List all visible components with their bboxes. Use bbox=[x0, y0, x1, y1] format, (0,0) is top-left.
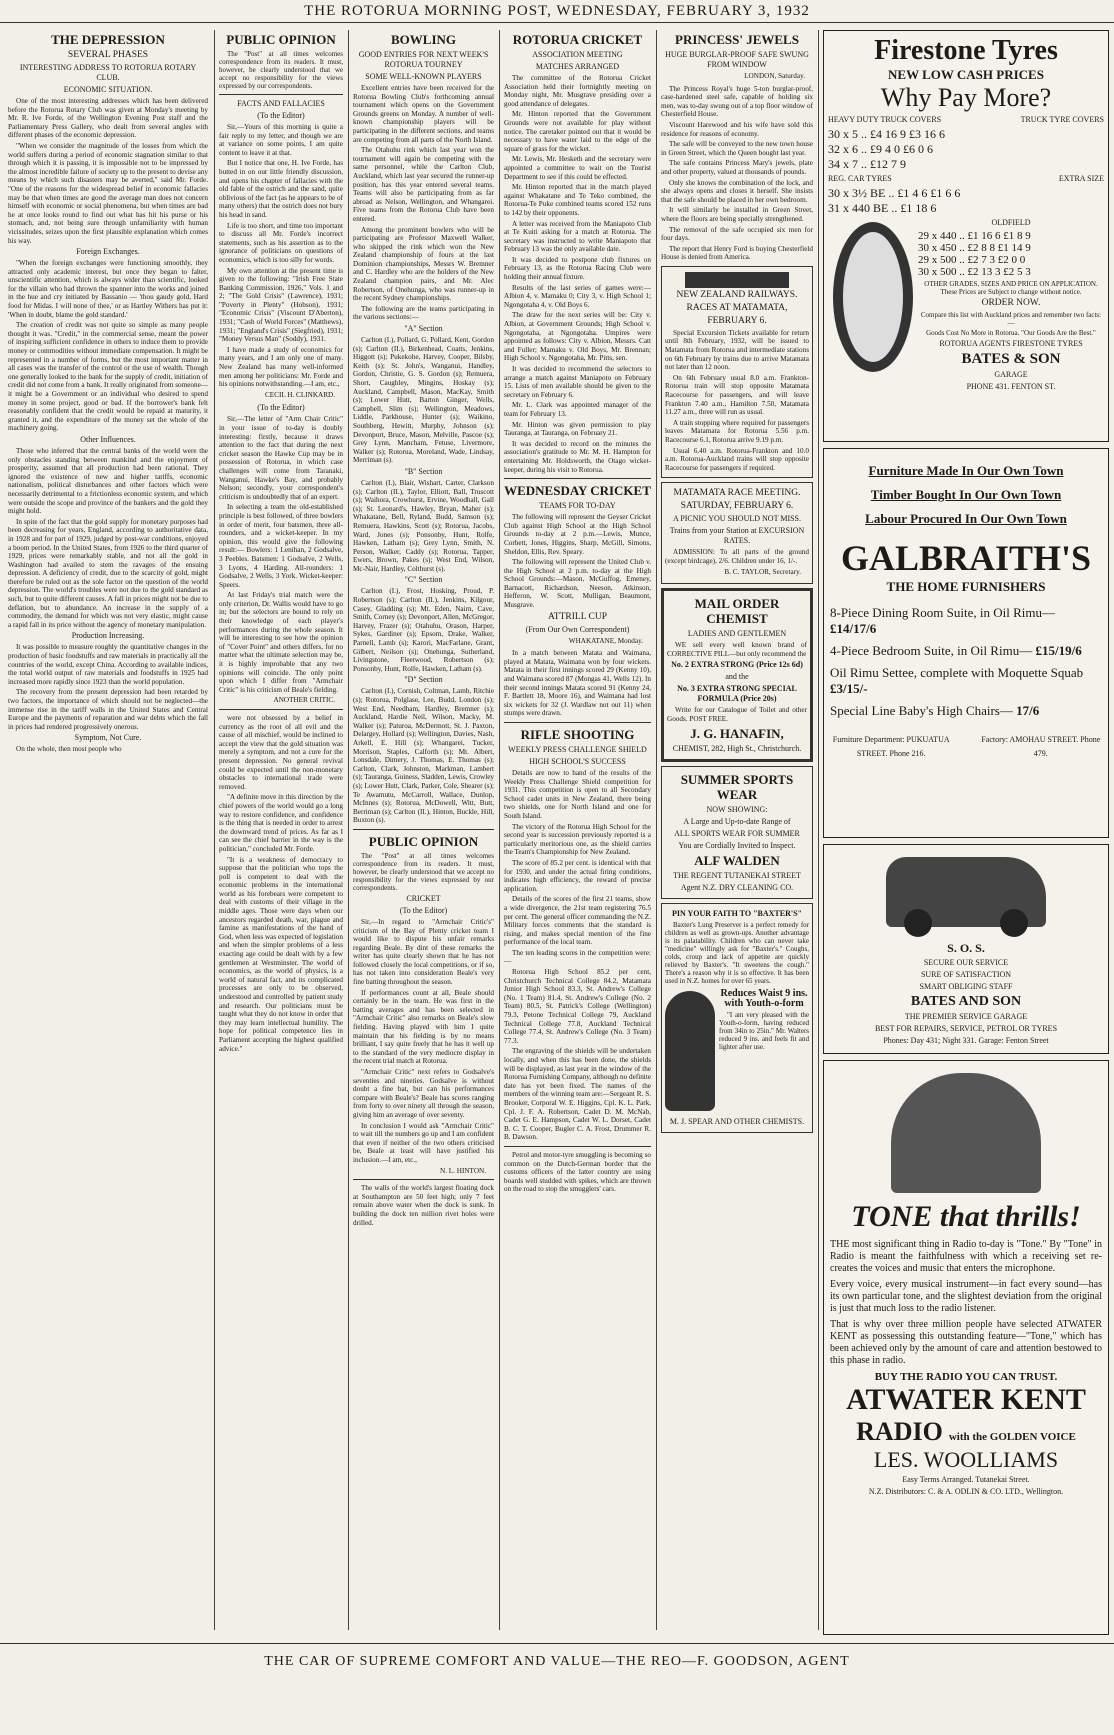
firestone-goods: Goods Cost No More in Rotorua. "Our Goods Are the Best." bbox=[926, 329, 1096, 337]
column-public-opinion bbox=[219, 30, 343, 1635]
paragraph: Only she knows the combination of the lock, and she always opens and closes it herself. She insists that the safe should be placed in her own bedroom. bbox=[661, 178, 813, 204]
firestone-row: 32 x 6 .. £9 4 0 £6 0 6 bbox=[828, 142, 933, 156]
paragraph: Details of the scores of the first 21 teams, show a wide divergence, the 21st team registering 76.5 per cent. The general officer commanding the N.Z. Military forces comments that the standard is rising, and makes special mention of the fine performance of the local team. bbox=[504, 895, 651, 947]
baxter-sign: M. J. SPEAR AND OTHER CHEMISTS. bbox=[669, 1116, 805, 1126]
article-deck: MATCHES ARRANGED bbox=[535, 62, 620, 71]
firestone-brand: Firestone Tyres bbox=[874, 35, 1058, 66]
paragraph: The removal of the safe occupied six men for four days. bbox=[661, 225, 813, 243]
paragraph: A train stopping where required for passengers leaves Matamata for Rotorua 5.56 p.m. Racecourse 6.1, Rotorua arrive 9.19 p.m. bbox=[665, 418, 809, 444]
paragraph: The committee of the Rotorua Cricket Association held their fortnightly meeting on Monday night, Mr. Musgrave presiding over a good attendance of delegates. bbox=[504, 74, 651, 108]
tyre-illustration bbox=[833, 222, 913, 372]
chemist-address: CHEMIST, 282, High St., Christchurch. bbox=[672, 743, 802, 753]
paragraph: Mr. L. Clark was appointed manager of the team for February 13. bbox=[504, 401, 651, 418]
signature: ANOTHER CRITIC. bbox=[273, 696, 335, 705]
paragraph: At last Friday's trial match were the only criterion, Dr. Wallis would have to go in; but the selectors are bound to rely on their knowledge of each player's performances during the whole season. It will be interesting to see how the opinion of "Cover Point" and others differs, for no matter what the ultimate selection may be, it is highly improbable that any two opinions will coincide. The only point upon which I differ from "Armchair Critic" is his criticism of Beale's fielding. bbox=[219, 591, 343, 694]
paragraph: "Armchair Critic" next refers to Godsalve's seventies and nineties. Godsalve is without doubt a fine bat, but can his performances compare with Beale's? Beale has scores ranging from forty to over ninety all through the season, giving him an average of over seventy. bbox=[353, 1068, 494, 1119]
sos-line: SURE OF SATISFACTION bbox=[920, 970, 1012, 979]
signature: N. L. HINTON. bbox=[440, 1166, 486, 1175]
firestone-headline: Why Pay More? bbox=[880, 83, 1052, 112]
summer-agent: Agent N.Z. DRY CLEANING CO. bbox=[680, 882, 794, 892]
section-heading: Production Increasing. bbox=[71, 631, 145, 641]
paragraph: Mr. Hinton reported that the Government Grounds were not available for play without notice. The caretaker pointed out that it would be necessary to have water laid to the edge of the square of grass for the wicket. bbox=[504, 110, 651, 153]
race-meeting-advert bbox=[661, 482, 813, 584]
article-title: PUBLIC OPINION bbox=[226, 32, 336, 47]
paragraph: Sir,—Yours of this morning is quite a fair reply to my letter, and though we are at variance on some points, I am quite content to leave it at that. bbox=[219, 123, 343, 157]
firestone-compare: Compare this list with Auckland prices and remember two facts:— bbox=[920, 311, 1102, 327]
paragraph: The safe will be conveyed to the new town house in Green Street, which the Queen bought last year. bbox=[661, 140, 813, 157]
chemist-line: and the bbox=[725, 672, 749, 682]
paragraph: Carlton (I.), Frost, Hosking, Proud, P. Robertson (s); Carlton (II.), Jenkins, Kilgour, Casey, Gladding (s); Mt. Eden, Nairn, Cave, Smith, Corney (s); Devonport, Allen, McGregor, Harvey, Frazer (s); Otahuhu, Orason, Harper, Sykes, Gardiner (s); Epsom, Drake, Walker, Parnell, Lamb (s); Karori, MacFarlane, Grant, Gilbert, Neilson (s); Onehunga, Sutherland, Livingstone, Fleetwood, Robertson (s); Ponsonby, Hunt, Rolfe, Hawken, Latham (s). bbox=[353, 587, 494, 673]
article-title: ATTRILL CUP bbox=[547, 611, 608, 622]
bates-sub: THE PREMIER SERVICE GARAGE bbox=[904, 1012, 1028, 1021]
paragraph: In a match between Matata and Waimana, played at Matata, Waimana won by four wickets. Matata in their first innings scored 29 (Kenny 10), and Waimana scored 87 (Mongas 41, Wells 12). In their second innings Matata scored 91 (Kenny 24, F. Bartlett 18, Moore 16), and Waimana had lost six wickets for 32 (J. Wardlaw not out 11) when stumps were drawn. bbox=[504, 649, 651, 718]
paragraph: On 6th February usual 8.0 a.m. Frankton-Rotorua train will stop opposite Matamata Racecourse for passengers, and will leave Frankton 7.40 a.m., Hamilton 7.50, Matamata 11.27 a.m., three will run as usual. bbox=[665, 373, 809, 417]
paragraph: It will similarly be installed in Green Street, where the floors are being specially strengthened. bbox=[661, 206, 813, 223]
bates-phones: Phones: Day 431; Night 331. Garage: Fenton Street bbox=[883, 1036, 1049, 1045]
article-title: ROTORUA CRICKET bbox=[512, 32, 643, 47]
article-title: PRINCESS' JEWELS bbox=[675, 32, 799, 47]
firestone-note: OTHER GRADES, SIZES AND PRICE ON APPLICATION. These Prices are Subject to change without notice. bbox=[924, 280, 1098, 296]
paragraph: It was decided to record on the minutes the association's gratitude to Mr. M. H. Hampton for entertaining Mr. Holdsworth, the Otago wicket-keeper, during his visit to Rotorua. bbox=[504, 439, 651, 474]
sos-line: SMART OBLIGING STAFF bbox=[919, 982, 1013, 991]
column-rule bbox=[818, 30, 819, 1630]
paragraph: Carlton (I.), Pollard, G. Pollard, Kent, Gordon (s); Carlton (II.), Birkenhead, Coatts, Jenkins, Higgott (s); Pukekohe, Harvey, Cooper, Bilsby, Keith (s); St. John's, Wanganui, Handley, Gordon, Christie, G. S. Gordon (s); Remuera, Short, Caughley, Mingins, Hoskay (s); Auckland, Campbell, Mason, MacKay, Smith (s); Lower Hutt, Barton Ginger, Wells, Campbell, Slim (s); Wellington, Meadows, Liddle, Parkhouse, Hunter (s); Waikino, Southberg, Hewitt, Murphy, Johnson (s); Devonport, Bruce, Mason, Melville, Pascoe (s); Grey Lynn, Mancham, Fetuse, Livermore, Walker (s); Rotorua, Moreland, Wade, Lindsay, Merriman (s). bbox=[353, 336, 494, 465]
summer-line: You are Cordially Invited to Inspect. bbox=[678, 840, 796, 850]
bates-name: BATES AND SON bbox=[910, 994, 1022, 1009]
paragraph: Carlton (I.), Blair, Wishart, Carter, Clarkson (s); Carlton (II.), Taylor, Elliott, Ball, Truscott (s); Waihora, Crowhurst, Ervine, Woodhall, Gall (s); St. Leonard's, Hawley, Bryan, Maher (s); Whakatane, Bell, Ryland, Budd, Samson (s); Remuera, Hawkins, Scott (s); Rotorua, Jacobs, Ward, Jones (s); Ponsonby, Hunt, Rolfe, Hawken, Latham (s); Grey Lynn, Smith, N. Person, Walker, Caddy (s); Rotorua, Tapper, Ewers, Brown, Pakes (s); West End, Wilson, Mc-Nair, Hardley, Colthurst (s). bbox=[353, 478, 494, 573]
paragraph: It was decided to recommend the selectors to arrange a match against Maniapoto on February 15. Lists of men available should be given to the secretary on February 6. bbox=[504, 365, 651, 399]
paragraph: My own attention at the present time is given to the following: "Irish Free State Banking Commission, 1926," Vols. 1 and 2; "The Gold Crisis" (Lawrence), 1931; "Poverty in Plenty" (Hobson), 1931; "Economic Crisis" (Viscount D'Aberton), 1931; "Cash of World Forces" (Matthews), 1931; "England's Crisis" (Siegfried), 1931; "Money Versus Man" (Soddy), 1931. bbox=[219, 266, 343, 344]
article-deck: TEAMS FOR TO-DAY bbox=[539, 501, 616, 511]
paragraph: THE most significant thing in Radio to-day is "Tone." By "Tone" in Radio is meant the faithfulness with which a receiving set re-creates the voices and music that enters the microphone. bbox=[830, 1239, 1102, 1274]
paragraph: Details are now to hand of the results of the Weekly Press Challenge Shield competition for 1931. This competition is open to all Secondary School cadet units in New Zealand, there being two shields, one for North Island and one for South Island. bbox=[504, 769, 651, 820]
section-heading: CRICKET bbox=[406, 893, 441, 903]
chemist-advert bbox=[661, 588, 813, 761]
sos-line: SECURE OUR SERVICE bbox=[923, 958, 1009, 967]
article-title: BOWLING bbox=[390, 32, 456, 47]
article-subtitle: SEVERAL PHASES bbox=[67, 50, 149, 60]
paragraph: Viscount Harewood and his wife have sold this residence for reasons of economy. bbox=[661, 120, 813, 138]
paragraph: Special Excursion Tickets available for return until 8th February, 1932, will be issued to Matamata from Rotorua and intermediate stations on 6th February by trains due to arrive Matamata not later than 12 noon. bbox=[665, 328, 809, 372]
paragraph: The draw for the next series will be: City v. Albion, at Government Grounds; High School v. Ngongotaha, at Ngongotaha. Umpires were appointed as follows: City v. Albion, Messrs. Catt and Fuller; Mamaku v. Old Boys, Mr. Brennan; High School v. Ngongotaha, Mr. Pitts, sen. bbox=[504, 311, 651, 363]
galbraith-item: 8-Piece Dining Room Suite, in Oil Rimu— £14/17/6 bbox=[830, 605, 1055, 636]
paragraph: Sir,—In regard to "Armchair Critic's" criticism of the Bay of Plenty cricket team I would like to dispute his unfair remarks regarding Beale. By dint of these remarks the writer has quite clearly shown that he has not followed closely the local competitions, or if so, has not taken into consideration Beale's very fine batting throughout the season. bbox=[353, 917, 494, 987]
signature: CECIL H. CLINKARD. bbox=[264, 390, 335, 399]
column-rule bbox=[348, 30, 349, 1630]
column-rule bbox=[499, 30, 500, 1630]
dateline: WHAKATANE, Monday. bbox=[568, 636, 643, 645]
summer-line: ALL SPORTS WEAR FOR SUMMER bbox=[674, 828, 800, 838]
article-title: PUBLIC OPINION bbox=[368, 833, 479, 849]
paragraph: Mr. Hinton reported that in the match played against Whakatane and Te Teko combined, the Rotorua-Te Puke combined teams scored 152 runs to 142 by their opponents. bbox=[504, 183, 651, 217]
paragraph: The following are the teams participating in the various sections:— bbox=[353, 304, 494, 322]
summer-title: SUMMER SPORTS WEAR bbox=[680, 771, 794, 802]
chemist-sub: LADIES AND GENTLEMEN bbox=[687, 629, 787, 639]
section-heading: "C" Section bbox=[404, 575, 443, 585]
paragraph: In selecting a team the old-established principle is best followed, of three bowlers in order of merit, four batsmen, three all-rounders, and a wicket-keeper. In my opinion, this would give the following result:— Bowlers: 1 Lenihan, 2 Godsalve, 3 Peebles. Batsmen: 1 Godsalve, 2 Wells, 3 Lyons, 4 Harding. All-rounders: 1 Godsalve, 2 Wells, 3 York. Wicket-keeper: Speers. bbox=[219, 503, 343, 589]
paragraph: But I notice that one, H. Ive Forde, has butted in on our little friendly discussion, and opens his chapter of fallacies with the old fable of the ostrich and the sand, quite oblivious of the fact (as he appears to be of many others) that the ostrich does not bury his head in sand. bbox=[219, 159, 343, 219]
galbraith-dept: Factory: AMOHAU STREET. Phone 479. bbox=[981, 735, 1101, 758]
paragraph: Mr. Hinton was given permission to play Tauranga, at Tauranga, on February 21. bbox=[504, 420, 651, 438]
atwater-voice: with the GOLDEN VOICE bbox=[948, 1431, 1076, 1443]
paragraph: Write for our Catalogue of Toilet and other Goods. POST FREE. bbox=[667, 706, 807, 723]
atwater-distributors: N.Z. Distributors: C. & A. ODLIN & CO. LTD., Wellington. bbox=[868, 1487, 1064, 1496]
bates-advert bbox=[823, 844, 1109, 1054]
article-deck: SOME WELL-KNOWN PLAYERS bbox=[365, 72, 482, 81]
editor-note: The "Post" at all times welcomes correspondence from its readers. It must, however, be clearly understood that we accept no responsibility for the views expressed by our correspondents. bbox=[219, 50, 343, 90]
paragraph: The Princess Royal's huge 5-ton burglar-proof, case-hardened steel safe, capable of holding six men, was to-day swung out of a top floor window of Chesterfield House. bbox=[661, 84, 813, 119]
firestone-order: ORDER NOW. bbox=[981, 298, 1041, 308]
chemist-title: MAIL ORDER CHEMIST bbox=[694, 596, 780, 627]
dateline: LONDON, Saturday. bbox=[744, 72, 805, 80]
firestone-row: 30 x 5 .. £4 16 9 £3 16 6 bbox=[828, 127, 945, 141]
firestone-row: 30 x 500 .. £2 13 3 £2 5 3 bbox=[918, 266, 1031, 278]
article-deck: ASSOCIATION MEETING bbox=[532, 50, 623, 59]
article-deck: HIGH SCHOOL'S SUCCESS bbox=[529, 757, 626, 766]
firestone-advert bbox=[823, 30, 1109, 442]
paragraph: The walls of the world's largest floating dock at Southampton are 50 feet high; only 7 feet remain above water when the dock is sunk. In building the dock ten million rivet holes were drilled. bbox=[353, 1184, 494, 1227]
article-deck: INTERESTING ADDRESS TO ROTORUA ROTARY CLUB. bbox=[19, 63, 197, 82]
column-head: TRUCK TYRE COVERS bbox=[1020, 115, 1104, 124]
galbraith-sub: THE HOME FURNISHERS bbox=[886, 579, 1046, 594]
paragraph: The report that Henry Ford is buying Chesterfield House is denied from America. bbox=[661, 244, 813, 262]
railways-title: NEW ZEALAND RAILWAYS. bbox=[676, 289, 798, 300]
section-heading: FACTS AND FALLACIES bbox=[237, 99, 325, 108]
paragraph: In conclusion I would ask "Armchair Critic" to wait till the numbers go up and I am confident that even if neither of the two others criticised be, Beale at least will have justified his inclusion.—I am, etc., bbox=[353, 1121, 494, 1164]
editor-note: The "Post" at all times welcomes correspondence from its readers. It must, however, be clearly understood that we accept no responsibility for the views expressed by our correspondents. bbox=[353, 851, 494, 892]
atwater-trust: BUY THE RADIO YOU CAN TRUST. bbox=[874, 1371, 1058, 1383]
paragraph: Life is too short, and time too important to discuss all Mr. Forde's incorrect statements, such as his assertion as to the ignorance of politicians on questions of economics, which is too silly for words. bbox=[219, 221, 343, 264]
article-deck: GOOD ENTRIES FOR NEXT WEEK'S ROTORUA TOURNEY bbox=[358, 50, 489, 69]
galbraith-item: Oil Rimu Settee, complete with Moquette Squab £3/15/- bbox=[830, 665, 1084, 696]
column-head: OLDFIELD bbox=[991, 218, 1031, 227]
summer-wear-advert bbox=[661, 766, 813, 899]
firestone-row: 30 x 450 .. £2 8 8 £1 14 9 bbox=[918, 242, 1031, 254]
atwater-title: TONE that thrills! bbox=[851, 1200, 1081, 1233]
paragraph: "I am very pleased with the Youth-o-form, having reduced from 34in to 25in." Mr. Walters reduced 9 ins. and feels fit and lighter after use. bbox=[719, 1010, 809, 1051]
firestone-row: 29 x 500 .. £2 7 3 £2 0 0 bbox=[918, 254, 1026, 266]
section-heading: ECONOMIC SITUATION. bbox=[63, 85, 153, 94]
paragraph: It was decided to postpone club fixtures on February 13, as the Rotorua Racing Club were holding their annual fixture. bbox=[504, 255, 651, 282]
car-illustration bbox=[886, 857, 1046, 927]
column-cricket bbox=[504, 30, 651, 1635]
baxter-advert bbox=[661, 903, 813, 1133]
paragraph: The victory of the Rotorua High School for the second year is succession previously reported is a particularly meritorious one, as the shield carries the Team's Championship for New Zealand. bbox=[504, 822, 651, 857]
paragraph: "When we consider the magnitude of the losses from which the world suffers during a period of economic stagnation similar to that through which it is passing, it is impossible not to be impressed by the almost incredible failure of society up to the present to devise any means by which such disasters may be averted," said Mr. Forde. "One of the reasons for the widespread belief in economic fallacies may be that when times are good the average man does not concern himself with economic or social phenomena, but when times are bad he at once looks round to find out what has hit his purse or his stomach, and, not being sure through unfamiliarity with human vicissitudes, seizes upon the first plausible explanation which comes his way. bbox=[8, 141, 208, 245]
baxter-title: PIN YOUR FAITH TO "BAXTER'S" bbox=[672, 908, 802, 918]
firestone-row: 29 x 440 .. £1 16 6 £1 8 9 bbox=[918, 230, 1031, 242]
galbraith-advert bbox=[823, 448, 1109, 838]
paragraph: The safe contains Princess Mary's jewels, plate and other property, valued at thousands of pounds. bbox=[661, 159, 813, 176]
paragraph: The creation of credit was not quite so simple as many people thought it was. "Credit," in the commercial sense, meant the power of inspiring sufficient confidence in others to induce them to provide money or commodities without immediate compensation. It might be represented in a number of forms, but the most important matter in all cases was the transfer of the control or the use of wealth. Though one generally looked to the bank for the supply of credit, initiation of credit did not come from a bank. It really originated from someone—it might be a Government or an individual who desired to spend money in some project, good or bad. If the borrower's bank felt reasonably confident that the credit would be repaid at maturity, it granted it, and the expenditure of the money set the whole of the machinery going. bbox=[8, 321, 208, 433]
paragraph: were not obsessed by a belief in currency as the root of all evil and the cause of all mischief, would be inclined to accept the view that the gold situation was merely a symptom, and not a cure for the present depression. No general revival could be expected until the non-monetary obstacles to international trade were removed. bbox=[219, 714, 343, 791]
youth-o-form-title: Reduces Waist 9 ins. with Youth-o-form bbox=[720, 987, 808, 1009]
galbraith-dept: Furniture Department: PUKUATUA STREET. Phone 216. bbox=[832, 735, 950, 758]
meeting-date: SATURDAY, FEBRUARY 6. bbox=[680, 501, 794, 512]
column-depression bbox=[8, 30, 208, 1635]
paragraph: If performances count at all, Beale should certainly be in the team. He was first in the batting averages and has been selected in "Armchair Critic" also remarks on Beale's slow fielding. Having played with him I quite maintain that his fielding is by no means brilliant, I say quite freely that he has it well up to the standard of the very mediocre display in the recent trial match at Rotorua. bbox=[353, 988, 494, 1066]
column-head: EXTRA SIZE bbox=[1058, 174, 1104, 183]
firestone-row: 30 x 3½ BE .. £1 4 6 £1 6 6 bbox=[828, 186, 961, 200]
galbraith-line: Timber Bought In Our Own Town bbox=[870, 487, 1062, 502]
column-rule bbox=[656, 30, 657, 1630]
summer-sub: NOW SHOWING: bbox=[706, 804, 768, 814]
firestone-row: 34 x 7 .. £12 7 9 bbox=[828, 157, 906, 171]
chemist-line: No. 2 EXTRA STRONG (Price 12s 6d) bbox=[671, 660, 803, 670]
paragraph: The following will represent the United Club v. the High School at 2 p.m. to-day at the High School Grounds:—Mason, McGuffog, Emeney, Barnacott, Richardson, Neeson, Atkinson, Hefferon, W. Scott, Mulligan, Beaumont, Musgrave. bbox=[504, 558, 651, 610]
meeting-title: MATAMATA RACE MEETING. bbox=[673, 488, 801, 499]
column-bowling bbox=[353, 30, 494, 1635]
article-title: WEDNESDAY CRICKET bbox=[504, 483, 651, 499]
paragraph: The following will represent the Geyser Cricket Club against High School at the High School Grounds to-day at 2 p.m.—Lewis, Munce, Corbett, Jones, Higgins, Sharp, McGill, Simons, Sheldon, Ellis, Rev. Speary. bbox=[504, 513, 651, 556]
paragraph: That is why over three million people have selected ATWATER KENT as possessing this outstanding feature—"Tone," which has been achieved only by the amount of care and attention bestowed to this phase in radio. bbox=[830, 1319, 1102, 1366]
firestone-garage: GARAGE bbox=[994, 370, 1028, 379]
article-deck: WEEKLY PRESS CHALLENGE SHIELD bbox=[508, 745, 647, 754]
railways-advert bbox=[661, 266, 813, 479]
to-editor: (To the Editor) bbox=[257, 111, 305, 120]
section-heading: "B" Section bbox=[404, 466, 443, 476]
meeting-line: Trains from your Station at EXCURSION RATES. bbox=[669, 526, 805, 546]
article-deck: HUGE BURGLAR-PROOF SAFE SWUNG FROM WINDOW bbox=[665, 50, 809, 69]
atwater-kent-advert bbox=[823, 1060, 1109, 1635]
paragraph: Usual 6.40 a.m. Rotorua-Frankton and 10.0 a.m. Rotorua-Auckland trains will stop opposite Racecourse for passengers if required. bbox=[665, 446, 809, 472]
figure-illustration bbox=[665, 991, 715, 1111]
galbraith-item: Special Line Baby's High Chairs— 17/6 bbox=[830, 703, 1040, 718]
to-editor: (To the Editor) bbox=[257, 403, 305, 413]
summer-line: A Large and Up-to-date Range of bbox=[683, 816, 791, 826]
paragraph: The recovery from the present depression had been retarded by two factors, the importance of which should not be neglected—the immense rise in the tariff walls in the United States and Central Europe and the payments of reparation and war debts which the fall in prices had rendered progressively onerous. bbox=[8, 688, 208, 731]
paragraph: A letter was received from the Maniapoto Club at Te Kuiti asking for a match at Rotorua. The secretary was instructed to write Maniapoto that February 13 was the only available date. bbox=[504, 219, 651, 254]
section-heading: "A" Section bbox=[404, 324, 443, 334]
paragraph: I have made a study of economics for many years, and I am only one of many. New Zealand has many well-informed men among her politicians: Mr. Forde and his opinions notwithstanding.—I am, etc., bbox=[219, 345, 343, 389]
radio-illustration bbox=[891, 1073, 1041, 1193]
paragraph: Mr. Lewis, Mr. Hesketh and the secretary were appointed a committee to wait on the Tourist Department to see if this could be effected. bbox=[504, 155, 651, 181]
galbraith-line: Furniture Made In Our Own Town bbox=[868, 463, 1064, 478]
column-jewels-ads bbox=[661, 30, 813, 1635]
paragraph: "When the foreign exchanges were functioning smoothly, they attracted only academic interest, but once they began to falter, unscientific attention, which is always wider than scientific, looked for the villain who had thrown the spanner into the works and joined in the hue and cry initiated by Bassanio — 'thou gaudy gold, Hard food for Midas. I will none of thee,' or as Hartley Withers has put it: 'When in doubt, blame the gold standard.' bbox=[8, 259, 208, 319]
column-rule bbox=[214, 30, 215, 1630]
bates-sub: BEST FOR REPAIRS, SERVICE, PETROL OR TYRES bbox=[874, 1024, 1058, 1033]
masthead: THE ROTORUA MORNING POST, WEDNESDAY, FEBRUARY 3, 1932 bbox=[0, 0, 1114, 23]
paragraph: Carlton (I.), Cornish, Coltman, Lamb, Ritchie (s); Rotorua, Polglase, Lee, Budd, London (s); West End, Needham, Hardley, Bremner (s); Auckland, Hardie Neil, Wilson, Macky, M. Walker (s); Paturoa, McDermott, St. J. Paxton, Delargey, Hollard (s); Wellington, Davies, Nash, Arkell, E. Hill (s); Whangarei, Tucker, Morrison, Staples, Calforth (s); Mt. Albert, Lonsdale, Dimery, J. Thomas, E. Thomas (s); Carlton, Clark, Johnston, Markman, Lambert (s); Tauranga, Guiness, Sladden, Lewis, Crowley (s); Lower Hutt, Clark, Parker, Cole, Shearer (s); Te Awamutu, McCarroll, Wallace, Dunlop, McInnes (s); Rotorua, McDowell, Witt, Butt, Berriman (s); Carlton (II.), Hinton, Buckle, Hill, Buxton (s). bbox=[353, 687, 494, 825]
paragraph: WE sell every well known brand of CORRECTIVE PILL—but only recommend the bbox=[667, 641, 807, 658]
paragraph: On the whole, then most people who bbox=[16, 745, 122, 754]
paragraph: ADMISSION: To all parts of the ground (except birdcage), 2/6. Children under 16, 1/-. bbox=[665, 548, 809, 565]
paragraph: Baxter's Lung Preserver is a perfect remedy for children as well as grown-ups. Another advantage is its palatability. Children who can never take "medicine" willingly ask for "Baxter's." Coughs, colds, croup and lack of appetite are quickly relieved by Baxter's. "It sweetens the cough." There's a reason why it is so effective. It has been used in N.Z. homes for over 65 years. bbox=[665, 920, 809, 985]
paragraph: Results of the last series of games were:—Albion 4, v. Mamaku 0; City 3, v. High School 1; Ngongotaha 4, v. Old Boys 6. bbox=[504, 283, 651, 309]
atwater-brand: ATWATER KENT bbox=[846, 1383, 1086, 1416]
paragraph: "A definite move in this direction by the chief powers of the world would go a long way to restore confidence, and confidence is the thing that is needed in order to arrest the downward trend of prices. As far as I can see the chief barrier in the way is the politician," concluded Mr. Forde. bbox=[219, 793, 343, 853]
galbraith-line: Labour Procured In Our Own Town bbox=[865, 511, 1067, 526]
article-title: THE DEPRESSION bbox=[51, 32, 165, 47]
paragraph: The ten leading scores in the competition were:— bbox=[504, 948, 651, 966]
firestone-agents: ROTORUA AGENTS FIRESTONE TYRES bbox=[939, 339, 1083, 348]
paragraph: Rotorua High School 85.2 per cent, Christchurch Technical College 84.2, Matamata Junior High School 83.3, St. Andrew's College (No. 1 Team) 81.4, St. Andrew's College (No. 2 Team) 80.5, St. Patrick's College (Wellington) 79.3, Petone Technical College 79, Auckland Technical College 77.8, Auckland Technical College 77.4, St. Andrew's College (No. 3 Team) 77.3. bbox=[504, 968, 651, 1045]
paragraph: Among the prominent bowlers who will be participating are Professor Maxwell Walker, who skipped the rink which won the New Zealand championship of fours at the last Dominion championships, Messrs W. Bremner and C. Hardley who are the holders of the New Zealand champion pairs, and Mr. Alec Robertson, of Onehunga, who was runner-up in the recent Sydney championships. bbox=[353, 225, 494, 303]
sos-title: S. O. S. bbox=[947, 941, 985, 955]
chemist-line: No. 3 EXTRA STRONG SPECIAL FORMULA (Price 20s) bbox=[677, 684, 797, 704]
railways-races: RACES AT MATAMATA, bbox=[686, 302, 788, 313]
atwater-radio: RADIO bbox=[856, 1417, 943, 1446]
paragraph: Sir,—The letter of "Arm Chair Critic" in your issue of to-day is doubly interesting: firstly, because it draws attention to the fact that during the next cricket season the Hawke Cup may be in possession of Rotorua, in which case challenges will come from Taranaki, Wanganui, Hawke's Bay, and probably Nelson; secondly, your correspondent's criticism is undoubtedly that of an expert. bbox=[219, 415, 343, 501]
section-heading: Symptom, Not Cure. bbox=[74, 733, 142, 743]
paragraph: Petrol and motor-tyre smuggling is becoming so common on the Dutch-German border that the customs officers of the latter country are using boards well studded with spikes, which are thrown on the road to stop the smugglers' cars. bbox=[504, 1150, 651, 1194]
paragraph: Excellent entries have been received for the Rotorua Bowling Club's forthcoming annual tournament which opens on the Government Grounds greens on Monday. A number of well-known championship players will be participating in the different sections, and teams are competing from all parts of the North Island. bbox=[353, 84, 494, 144]
firestone-row: 31 x 440 BE .. £1 18 6 bbox=[828, 201, 937, 215]
byline: (From Our Own Correspondent) bbox=[525, 624, 630, 634]
firestone-tagline: NEW LOW CASH PRICES bbox=[888, 67, 1044, 82]
to-editor: (To the Editor) bbox=[399, 905, 448, 915]
firestone-dealer: BATES & SON bbox=[961, 351, 1061, 367]
summer-address: THE REGENT TUTANEKAI STREET bbox=[673, 870, 801, 880]
paragraph: Those who inferred that the central banks of the world were the only obstacles standing between mankind and the enjoyment of prosperity, assumed that all production had been rational. They ignored the existence of new and higher tariffs, economic nationalism, political disturbances and other factors which were necessarily detrimental to a frictionless economic system, and which were outside the scope and province of the bankers and the gold they might hold. bbox=[8, 446, 208, 516]
railways-date: FEBRUARY 6. bbox=[707, 315, 767, 326]
firestone-phone: PHONE 431. FENTON ST. bbox=[966, 382, 1056, 391]
paragraph: Every voice, every musical instrument—in fact every sound—has its own particular tone, and the slightest deviation from the original is just that much loss to the radio listener. bbox=[830, 1279, 1102, 1314]
paragraph: It was possible to measure roughly the quantitative changes in the production of basic foodstuffs and raw materials in practically all the countries of the world, except China. According to available indices, the total world output of raw materials and foodstuffs in 1925 had increased more rapidly since 1923 than the world population. bbox=[8, 643, 208, 686]
section-heading: Foreign Exchanges. bbox=[76, 247, 140, 257]
section-heading: Other Influences. bbox=[80, 434, 136, 444]
train-icon bbox=[685, 272, 789, 288]
signature: B. C. TAYLOR, Secretary. bbox=[724, 567, 801, 576]
paragraph: The Otahuhu rink which last year won the tournament will again be competing with the same personnel, while the Carlton Club, Auckland, which last year secured the runner-up position, has this year entered several teams. Teams will also be participating from as far abroad as Nelson, Wellington, and Whangarei. Five teams from the Rotorua Club have been entered. bbox=[353, 146, 494, 223]
atwater-terms: Easy Terms Arranged. Tutanekai Street. bbox=[902, 1475, 1030, 1484]
paragraph: One of the most interesting addresses which has been delivered before the Rotorua Rotary Club was given at Monday's meeting by Mr. R. Ive Forde, of the Wellington Evening Post staff and the Parliamentary Press Gallery, who dealt from several angles with different phases of the economic depression. bbox=[8, 97, 208, 140]
paragraph: In spite of the fact that the gold supply for monetary purposes had been decreasing for years, England, according to authoritative data, in 1928 and for part of 1929, judged by post-war conditions, enjoyed a boom period. In the United States, from 1926 to the third quarter of 1929, prices were remarkably stable, and not all the gold in Washington had availed to stem the ravages of the ensuing depression. A deficiency of credit, due to the scarcity of gold, might therefore be ruled out as the sole factor on the question of the world depression. The world's troubles were not due to the gold standard as such, but to quite different causes. A fall in prices might not be due to deflation, but to abundance. An increase in the supply of a commodity, the demand for which was not very elastic, might cause a rapid fall in its price without the agency of monetary manipulation. bbox=[8, 517, 208, 629]
column-head: HEAVY DUTY TRUCK COVERS bbox=[828, 115, 942, 124]
section-heading: "D" Section bbox=[404, 675, 443, 685]
meeting-line: A PICNIC YOU SHOULD NOT MISS. bbox=[672, 514, 801, 524]
chemist-name: J. G. HANAFIN, bbox=[690, 725, 784, 741]
column-head: REG. CAR TYRES bbox=[828, 174, 892, 183]
atwater-dealer: LES. WOOLLIAMS bbox=[873, 1447, 1059, 1472]
article-title: RIFLE SHOOTING bbox=[520, 727, 635, 742]
summer-name: ALF WALDEN bbox=[694, 852, 780, 868]
paragraph: The score of 85.2 per cent. is identical with that for 1930, and under the actual firing conditions, indicates high efficiency, the reward of precise application. bbox=[504, 858, 651, 893]
footer-advert: THE CAR OF SUPREME COMFORT AND VALUE—THE REO—F. GOODSON, AGENT bbox=[0, 1643, 1114, 1670]
galbraith-name: GALBRAITH'S bbox=[840, 538, 1092, 578]
paragraph: The engraving of the shields will be undertaken locally, and when this has been done, the shields will be displayed, as last year in the window of the Rotorua Furnishing Company, although no definite date has yet been fixed. The names of the members of the winning team are:—Sergeant R. S. Brooker, Corporal W. E. Higgins, Cpl. K. L. Park, Cpl. J. F. A. Robertson, Cadet D. M. McNab, Cadet G. E. Hampson, Cadet W. L. Dorset, Cadet B. C. T. Cooper, Bugler C. A. Frost, Drummer R. B. Dawson. bbox=[504, 1047, 651, 1142]
paragraph: "It is a weakness of democracy to suppose that the politician who tops the poll is competent to deal with the economic problems in the international world as his forebears were competent to deal with customs of their village in the middle ages. Those were days when our ancestors regarded death, war, plague and famine as manifestations of the hand of God, when less was expected of legislation and when the simpler problems of a less exacting age could be dealt with by a few gentlemen at Westminster. The world of economics, as the world of physics, is a world of natural fact, and its complicated processes are only to be observed, understood and controlled by patient study and research. Our politicians must be taught what they do not know in order that they may learn intellectual humility. The hope for political competence lies in Parliament accepting the highest qualified advice." bbox=[219, 855, 343, 1053]
galbraith-item: 4-Piece Bedroom Suite, in Oil Rimu— £15/19/6 bbox=[830, 643, 1082, 658]
